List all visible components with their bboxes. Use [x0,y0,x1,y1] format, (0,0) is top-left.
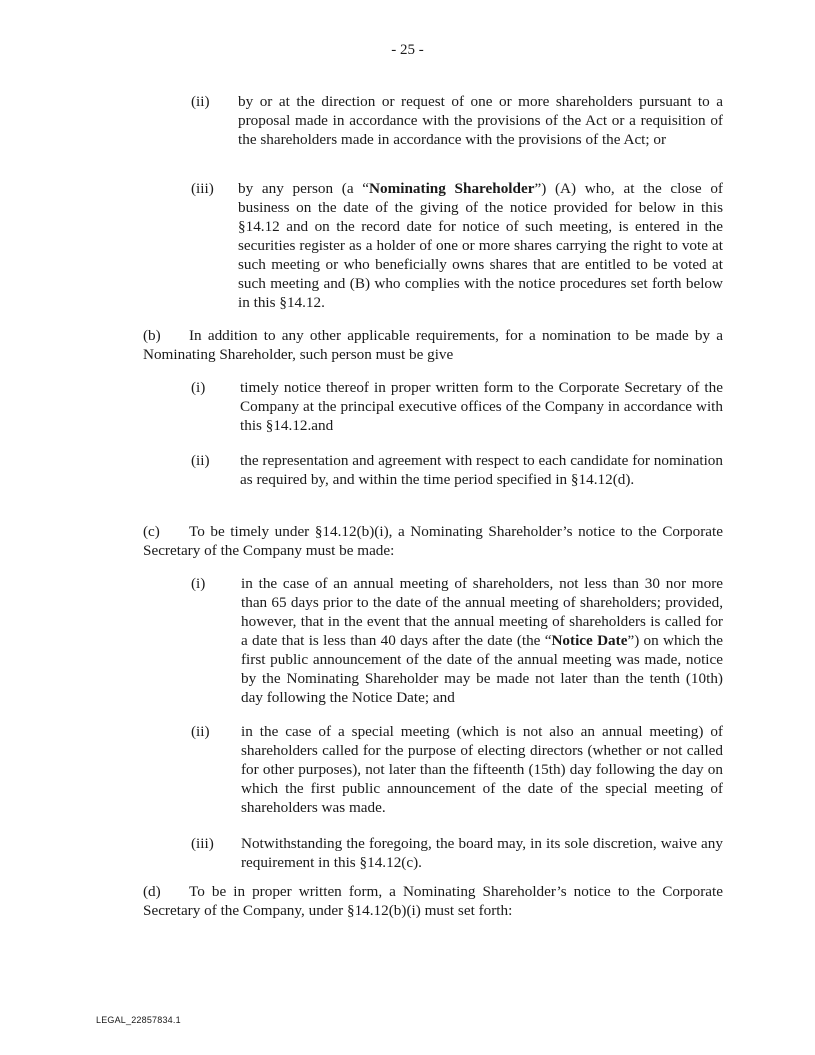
item-text: timely notice thereof in proper written form to the Corporate Secretary of the Company at the principal executive offices of the Company in accordance with this §14.12.and [240,379,723,434]
text-segment: ”) (A) who, at the close of business on the date of the giving of the notice provided for below in this §14.12 and on the record date for notice of such meeting, is entered in the securities register as a holder of one or more shares carrying the right to vote at such meeting or who beneficially owns shares that are entitled to be voted at such meeting and (B) who complies with the notice procedures set forth below in this §14.12. [238,180,723,311]
list-item [0,451,815,511]
item-label: (iii) [191,835,214,852]
defined-term: Notice Date [551,632,628,649]
list-item [0,92,815,172]
item-text: in the case of a special meeting (which is not also an annual meeting) of shareholders called for the purpose of electing directors (whether or not called for other purposes), not later than the fifteenth (15th) day following the day on which the first public announcement of the date of the special meeting of shareholders was made. [241,723,723,816]
item-text: the representation and agreement with respect to each candidate for nomination as required by, and within the time period specified in §14.12(d). [240,452,723,488]
defined-term: Nominating Shareholder [369,180,535,197]
item-label: (ii) [191,93,210,110]
item-label: (i) [191,575,206,592]
document-id-footer: LEGAL_22857834.1 [96,1015,181,1025]
item-text [238,179,723,312]
item-label: (iii) [191,180,214,197]
text-segment: by any person (a “ [238,180,370,197]
paragraph-text: To be timely under §14.12(b)(i), a Nominating Shareholder’s notice to the Corporate Secretary of the Company must be made: [143,523,723,559]
paragraph-label: (c) [143,523,160,540]
item-text: by or at the direction or request of one or more shareholders pursuant to a proposal made in accordance with the provisions of the Act or a requisition of the shareholders made in accordance with the provisions of the Act; or [238,93,723,148]
paragraph-label: (d) [143,883,161,900]
paragraph-text: To be in proper written form, a Nominating Shareholder’s notice to the Corporate Secretary of the Company, under §14.12(b)(i) must set forth: [143,883,723,919]
item-label: (ii) [191,723,210,740]
paragraph-text: In addition to any other applicable requirements, for a nomination to be made by a Nominating Shareholder, such person must be give [143,327,723,363]
text-segment: in the case of an annual meeting of shareholders, not less than 30 nor more than 65 days prior to the date of the annual meeting of shareholders; provided, however, that in the event that the annual meeting of shareholders is called for a date that is less than 40 days after the date (the “ [241,575,723,649]
item-label: (i) [191,379,206,396]
paragraph-c [143,522,723,560]
page-number: - 25 - [391,42,424,58]
list-item [0,574,815,714]
list-item [0,378,815,438]
list-item [0,179,815,319]
paragraph-d [143,882,723,920]
item-label: (ii) [191,452,210,469]
text-segment: ”) on which the first public announcement of the date of the annual meeting was made, notice by the Nominating Shareholder may be made not later than the tenth (10th) day following the Notice Date; and [241,632,723,706]
paragraph-b [143,326,723,364]
paragraph-label: (b) [143,327,161,344]
list-item [0,722,815,822]
item-text [241,574,723,707]
item-text: Notwithstanding the foregoing, the board may, in its sole discretion, waive any requirement in this §14.12(c). [241,835,723,871]
list-item [0,834,815,874]
